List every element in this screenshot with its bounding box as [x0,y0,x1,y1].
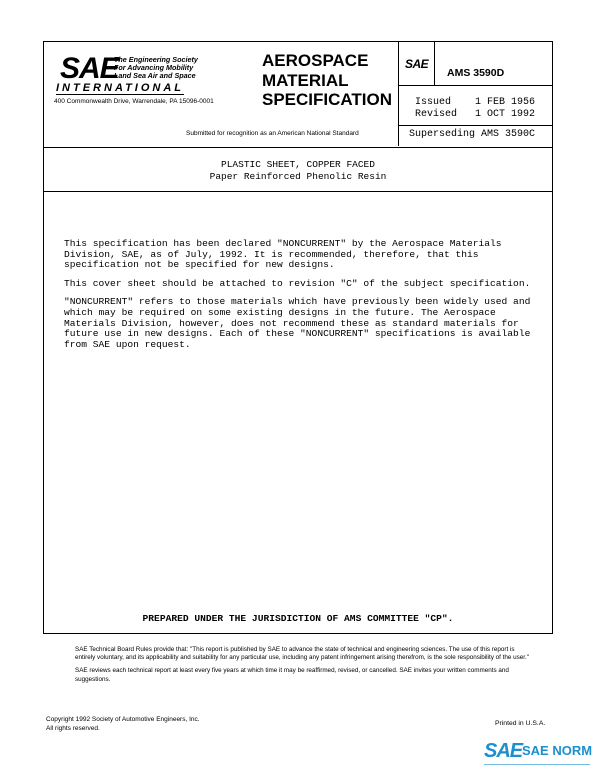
body-text [64,239,539,358]
printed-in-usa: Printed in U.S.A. [495,720,546,727]
specification-frame [43,41,553,634]
board-rules-text: SAE Technical Board Rules provide that: "This report is published by SAE to advance the state of technical and engineering sciences. The use of this report is entirely voluntary, and its applicability and suitability for any particular use, including any patent infringement arising therefrom, is the sole responsibility of the user." [75,646,529,662]
header-right [399,42,552,146]
revised-row [415,109,535,120]
board-rules-footer [75,646,535,689]
revised-label: Revised [415,109,458,120]
material-title: PLASTIC SHEET, COPPER FACED [221,159,375,170]
watermark-logo-mark: SAE [484,740,523,762]
header-left [44,42,399,146]
watermark-underline [484,764,590,765]
sae-norm-watermark [484,740,596,770]
cover-sheet-paragraph: This cover sheet should be attached to revision "C" of the subject specification. [64,277,531,289]
review-note-text: SAE reviews each technical report at least every five years at which time it may be reaffirmed, revised, or cancelled. SAE invites your written comments and suggestions. [75,667,509,683]
material-subtitle: Paper Reinforced Phenolic Resin [209,171,387,182]
issued-label: Issued [415,97,452,108]
noncurrent-definition-paragraph: "NONCURRENT" refers to those materials which have previously been widely used and which may be required on some existing designs in the future. The Aerospace Materials Division, however, does not recommend these as standard materials for future use in new designs. Each of these "NONCURRENT" specifications is available from SAE upon request. [64,296,531,350]
revised-date: 1 OCT 1992 [475,109,536,120]
superseding-note: Superseding AMS 3590C [399,125,552,140]
sae-small-logo: SAE [405,57,429,71]
sae-small-logo-box [399,42,435,86]
noncurrent-declaration-paragraph: This specification has been declared "NONCURRENT" by the Aerospace Materials Division, SAE, as of July, 1992. It is recommended, therefore, that this specification not be specified for new designs. [64,238,502,271]
document-number: AMS 3590D [447,67,505,79]
sae-logo-tagline: The Engineering Society For Advancing Mobility Land Sea Air and Space [114,55,198,80]
issued-row [415,97,535,108]
watermark-name: SAE NORM [522,743,593,758]
sae-logo-mark: SAE [60,52,119,85]
title-block [44,148,552,192]
issued-date: 1 FEB 1956 [475,97,536,108]
sae-international-logo [54,54,254,108]
copyright-notice: Copyright 1992 Society of Automotive Engineers, Inc. All rights reserved. [46,716,200,732]
header [44,42,552,148]
ansi-recognition-note: Submitted for recognition as an American National Standard [186,130,359,137]
sae-logo-international: INTERNATIONAL [56,82,185,94]
document-type-text: AEROSPACE MATERIAL SPECIFICATION [262,51,393,109]
prepared-under-note: PREPARED UNDER THE JURISDICTION OF AMS COMMITTEE "CP". [142,613,454,624]
sae-address: 400 Commonwealth Drive, Warrendale, PA 15096-0001 [54,98,214,105]
document-type-title [262,51,392,110]
document-number-box [399,42,552,86]
